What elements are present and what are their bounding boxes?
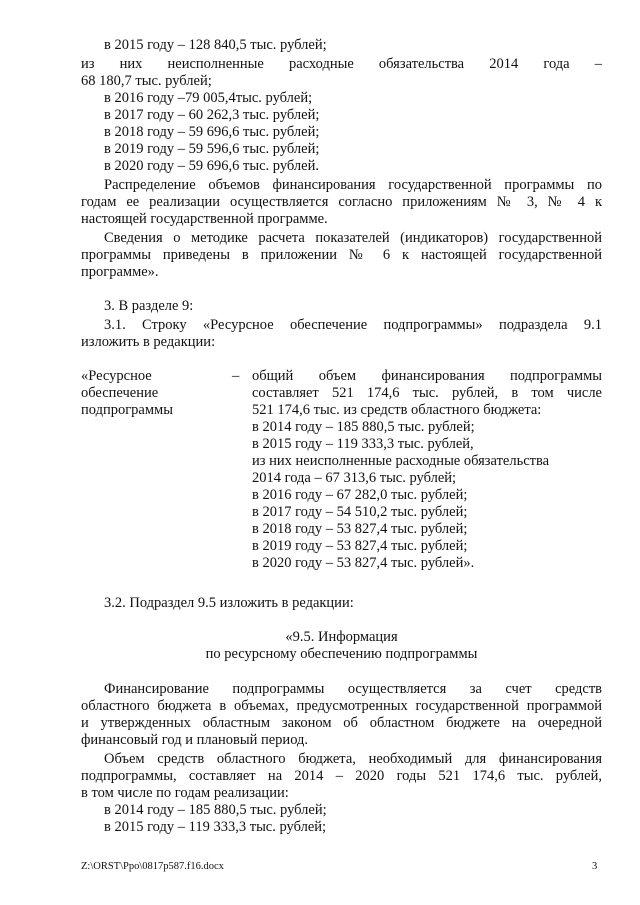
text-line: 68 180,7 тыс. рублей;: [81, 73, 212, 89]
table-right-line: из них неисполненные расходные обязательства: [252, 453, 550, 469]
paragraph-line: 3.1. Строку «Ресурсное обеспечение подпрограммы» подраздела 9.1: [104, 317, 602, 333]
paragraph-line: программе».: [81, 264, 159, 280]
paragraph-line: подпрограммы, составляет на 2014 – 2020 годы 521 174,6 тыс. рублей,: [81, 768, 602, 784]
subsection-title: «9.5. Информация: [285, 629, 398, 645]
paragraph-line: Сведения о методике расчета показателей (индикаторов) государственной: [104, 230, 602, 246]
paragraph-line: годам ее реализации осуществляется согласно приложениям № 3, № 4 к: [81, 194, 602, 210]
paragraph-line: в том числе по годам реализации:: [81, 785, 289, 801]
text-line: в 2018 году – 59 696,6 тыс. рублей;: [104, 124, 320, 140]
table-right-line: составляет 521 174,6 тыс. рублей, в том числе: [252, 385, 602, 401]
text-line: в 2015 году – 119 333,3 тыс. рублей;: [104, 819, 327, 835]
table-right-line: в 2017 году – 54 510,2 тыс. рублей;: [252, 504, 468, 520]
text-line: в 2014 году – 185 880,5 тыс. рублей;: [104, 802, 327, 818]
table-left-label: «Ресурсное: [81, 368, 152, 384]
paragraph-line: Распределение объемов финансирования государственной программы по: [104, 177, 602, 193]
text-line-justified: из них неисполненные расходные обязательства 2014 года –: [81, 56, 602, 72]
text-line: в 2016 году –79 005,4тыс. рублей;: [104, 90, 313, 106]
text-line: в 2019 году – 59 596,6 тыс. рублей;: [104, 141, 320, 157]
table-left-label: обеспечение: [81, 385, 159, 401]
paragraph-line: настоящей государственной программе.: [81, 211, 328, 227]
paragraph-line: областного бюджета в объемах, предусмотренных государственной программой: [81, 698, 602, 714]
text-line: в 2017 году – 60 262,3 тыс. рублей;: [104, 107, 320, 123]
table-right-line: в 2016 году – 67 282,0 тыс. рублей;: [252, 487, 468, 503]
paragraph-line: Финансирование подпрограммы осуществляется за счет средств: [104, 681, 602, 697]
table-dash: –: [232, 368, 240, 384]
footer-page-number: 3: [592, 861, 598, 872]
table-right-line: в 2015 году – 119 333,3 тыс. рублей,: [252, 436, 474, 452]
section-heading: 3.2. Подраздел 9.5 изложить в редакции:: [104, 595, 354, 611]
table-right-line: общий объем финансирования подпрограммы: [252, 368, 602, 384]
subsection-subtitle: по ресурсному обеспечению подпрограммы: [205, 646, 478, 662]
paragraph-line: и утвержденных областным законом об областном бюджете на очередной: [81, 715, 602, 731]
paragraph-line: Объем средств областного бюджета, необходимый для финансирования: [104, 751, 602, 767]
table-right-line: в 2020 году – 53 827,4 тыс. рублей».: [252, 555, 475, 571]
paragraph-line: программы приведены в приложении № 6 к настоящей государственной: [81, 247, 602, 263]
paragraph-line: финансовый год и плановый период.: [81, 732, 309, 748]
text-line: в 2015 году – 128 840,5 тыс. рублей;: [104, 37, 327, 53]
table-right-line: в 2014 году – 185 880,5 тыс. рублей;: [252, 419, 475, 435]
paragraph-line: изложить в редакции:: [81, 334, 216, 350]
section-heading: 3. В разделе 9:: [104, 298, 194, 314]
table-left-label: подпрограммы: [81, 402, 173, 418]
table-right-line: 2014 года – 67 313,6 тыс. рублей;: [252, 470, 457, 486]
table-right-line: в 2019 году – 53 827,4 тыс. рублей;: [252, 538, 468, 554]
table-right-line: в 2018 году – 53 827,4 тыс. рублей;: [252, 521, 468, 537]
text-line: в 2020 году – 59 696,6 тыс. рублей.: [104, 158, 319, 174]
footer-file-path: Z:\ORST\Ppo\0817p587.f16.docx: [81, 861, 224, 872]
table-right-line: 521 174,6 тыс. из средств областного бюджета:: [252, 402, 542, 418]
